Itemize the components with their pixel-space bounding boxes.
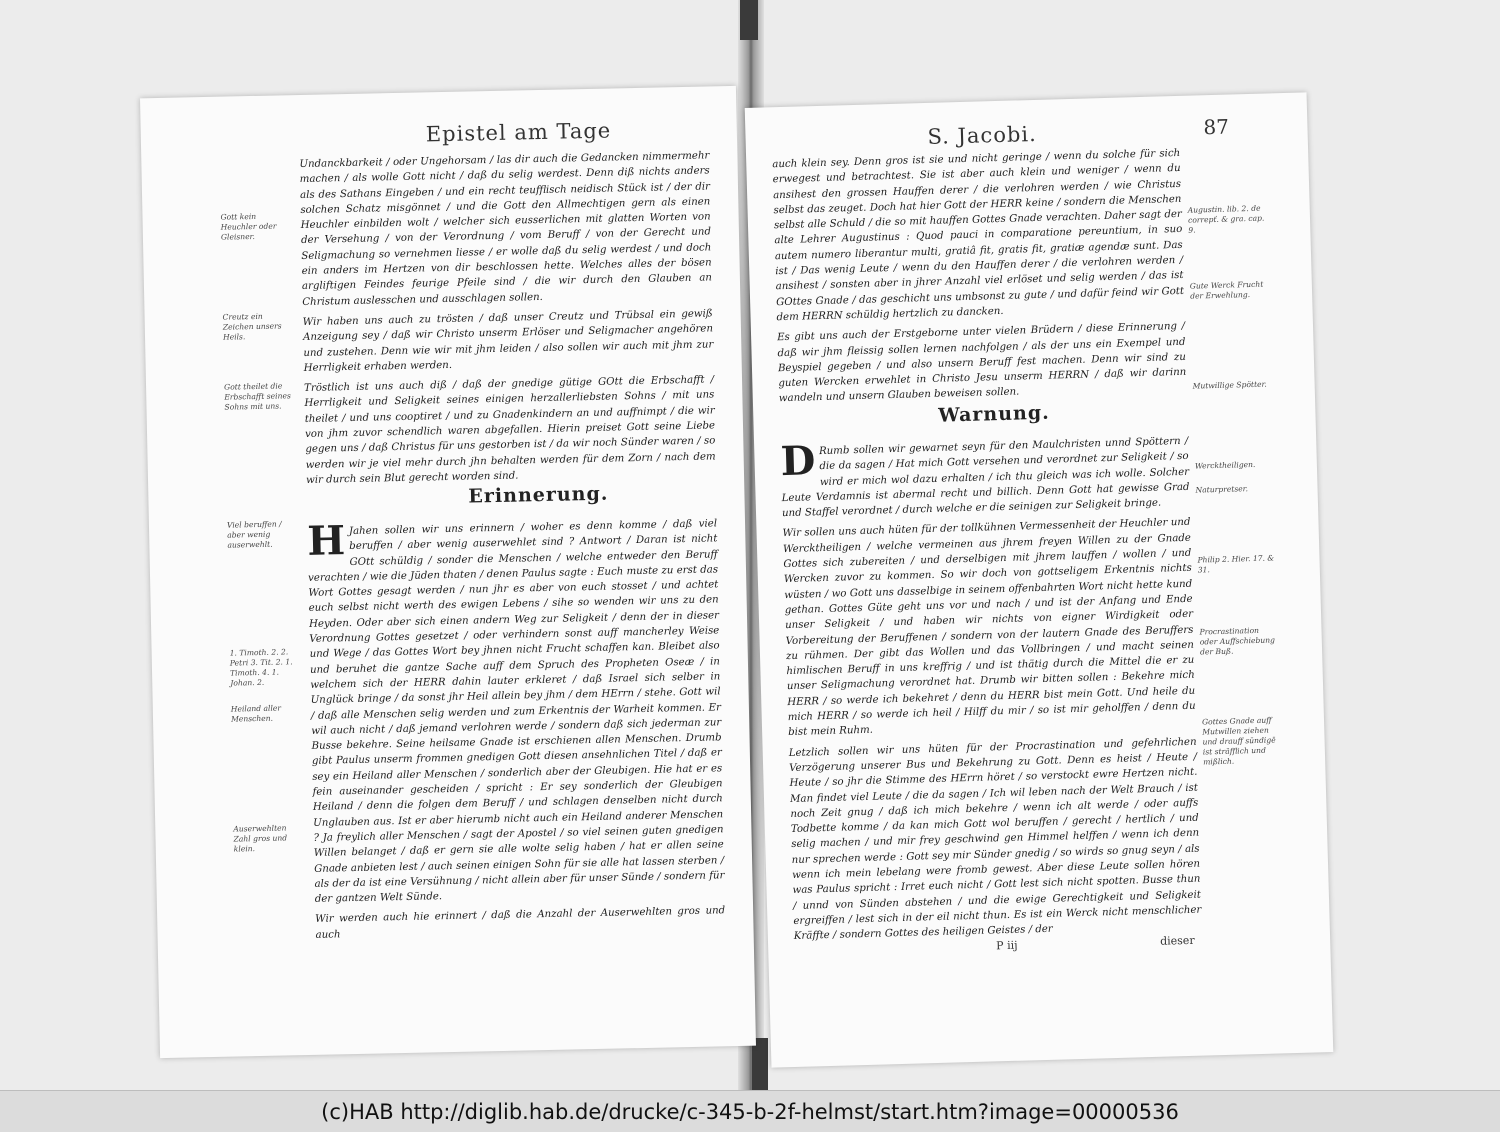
right-margin-note: Philip 2. Hier. 17. & 31. xyxy=(1197,553,1275,575)
right-margin-note: Mutwillige Spötter. xyxy=(1192,379,1267,391)
left-body-text xyxy=(299,148,716,493)
paragraph: Wir werden auch hie erinnert / daß die Anzahl der Auserwehlten gros und auch xyxy=(315,905,726,941)
left-margin-note: Gott theilet die Erbschafft seines Sohns mit uns. xyxy=(223,381,291,412)
footer-url: (c)HAB http://diglib.hab.de/drucke/c-345-b-2f-helmst/start.htm?image=00000536 xyxy=(321,1099,1179,1124)
paragraph-text: Rumb sollen wir gewarnet seyn für den Maulchristen unnd Spöttern / die da sagen / Hat mich Gott versehen und verordnet zur Seligkeit / so wird er mich wol dazu erhalten / ich thu gleich was ich wolle. Solcher Leute Verdamnis ist abermal recht und billich. Denn Gott hat gewisse Grad und Staffel verordnet / durch welche er die seinigen zur Seligkeit bringe. xyxy=(781,435,1190,520)
left-page xyxy=(140,86,756,1058)
paragraph: Wir sollen uns auch hüten für der tollkühnen Vermessenheit der Heuchler und Wercktheiligen / welche vermeinen aus jhrem freyen Willen zu der Gnade Gottes sich zubereiten / und derselbigen mit jhrem lauffen / wollen / und Wercken zuvor zu kommen. So wir doch von gottseligem Erkentnis nichts wüsten / wo Gott uns dasselbige in seinem offenbahrten Wort nicht hette kund gethan. Gottes Güte geht uns vor und nach / und ist der Anfang und Ende unser Seligkeit / und haben wir nichts von eigner Wirdigkeit oder Vorbereitung der Beruffenen / sondern von der lautern Gnade des Beruffers zu rühmen. Der gibt das Wollen und das Vollbringen / und macht seinen himlischen Beruff in uns kreffrig / und ist thätig durch die Mittel die er zu unser Seligmachung verordnet hat. Drumb wir bitten sollen : Bekehre mich HERR / so werde ich bekehret / denn du HERR bist mein Gott. Und heile du mich HERR / so werde ich heil / Hilff du mir / so ist mir geholffen / denn du bist mein Ruhm. xyxy=(782,517,1196,739)
right-section-title: Warnung. xyxy=(938,401,1050,427)
right-margin-note: Gottes Gnade auff Mutwillen ziehen und drauff sündigē ist sträfflich und mißlich. xyxy=(1201,715,1276,767)
left-marginalia xyxy=(220,211,306,864)
paragraph: Tröstlich ist uns auch diß / daß der gnedige gütige GOtt die Erbschafft / Herrligkeit und Seligkeit seines einigen herzallerliebsten Sohns / mit uns theilet / und uns cooptiret / und zu Gnadenkindern an und auffnimpt / die wir von jhm zuvor schendlich waren abgefallen. Hierin preiset Gott seine Liebe gegen uns / daß Christus für uns gestorben ist / da wir noch Sünder waren / so werden wir je viel mehr durch jhn behalten werden für dem Zorn / nach dem wir durch sein Blut gerecht worden sind. xyxy=(304,374,716,486)
left-running-head: Epistel am Tage xyxy=(425,118,612,147)
right-margin-note: Augustin. lib. 2. de correpť. & gra. cap. 9. xyxy=(1187,203,1265,235)
left-margin-note: Viel beruffen / aber wenig auserwehlt. xyxy=(226,519,282,550)
left-body-text-2 xyxy=(307,516,726,948)
right-body-text xyxy=(772,146,1187,412)
paragraph-text: Jahen sollen wir uns erinnern / woher es denn komme / daß viel beruffen / aber wenig auserwehlet sind ? Antwort / Daran ist nicht GOtt schüldig / sonder die Menschen / welche entweder den Beruff verachten / wie die Jüden thaten / denen Paulus sagte : Euch muste zu erst das Wort Gottes gesagt werden / nun jhr es aber von euch stosset / und achtet euch selbst nicht werth des ewigen Lebens / sihe so wenden wir uns zu den Heyden. Oder aber sich einen andern Weg zur Seligkeit / denn der in dieser Verordnung Gottes gesetzet / oder verhindern sonst auff mancherley Weise und Wege / das Gottes Wort bey jhnen nicht Frucht schaffen kan. Bleibet also und beruhet die gantze Sache auff dem Spruch des Propheten Oseæ / in welchem sich der HERR dahin lauter erkleret / daß Israel sich selber in Unglück bringe / da sonst jhr Heil allein bey jhm / dem HErrn / stehe. Gott wil / daß alle Menschen selig werden und zum Erkentnis der Warheit kommen. Er wil auch nicht / daß jemand verlohren werde / sondern daß sich jederman zur Busse bekehre. Seine heilsame Gnade ist erschienen allen Menschen. Drumb gibt Paulus unserm frommen gnedigen Gott diesen ansehnlichen Titel / daß er sey ein Heiland aller Menschen / sonderlich aber der Gleubigen. Hie hat er es fein auseinander gescheiden / spricht : Er sey sonderlich der Gleubigen Heiland / denn die folgen dem Beruff / und schlagen denselben nicht durch Unglauben aus. Ist er aber hierumb nicht auch ein Heiland anderer Menschen ? Ja freylich aller Menschen / sagt der Apostel / so viel seinen guten gnedigen Willen belanget / daß er gern sie alle wolte selig haben / hat er allen seine Gnade anbieten lest / auch seinen einigen Sohn für sie alle hat lassen sterben / als der da ist eine Versühnung / nicht allein aber für unser Sünde / sondern für der gantzen Welt Sünde. xyxy=(307,518,725,905)
right-running-head: S. Jacobi. xyxy=(927,121,1038,149)
drop-cap: H xyxy=(306,517,346,565)
paragraph xyxy=(780,434,1190,522)
catchword: dieser xyxy=(1159,933,1195,948)
right-margin-note: Procrastination oder Auffschiebung der Buß. xyxy=(1199,625,1276,657)
right-margin-note: Gute Werck Frucht der Erwehlung. xyxy=(1189,279,1264,301)
left-margin-note: Gott kein Heuchler oder Gleisner. xyxy=(220,211,277,242)
footer-bar xyxy=(0,1090,1500,1132)
clip-top xyxy=(740,0,758,40)
right-margin-note: Naturpretser. xyxy=(1195,484,1249,495)
paragraph: Letzlich sollen wir uns hüten für der Procrastination und gefehrlichen Verzögerung unserer Bus und Bekehrung zu Gott. Denn es heist / Heute / Heute / so jhr die Stimme des HErrn höret / so verstockt ewre Hertzen nicht. Man findet viel Leute / die da sagen / Ich wil leben nach der Welt Brauch / ist noch Zeit gnug / daß ich mich bekehre / wenn ich alt werde / oder auffs Todbette komme / da kan mich Gott wol beruffen / gerecht / hertlich / und selig machen / und mir frey geschwind gen Himmel helffen / wenn ich denn nur sprechen werde : Gott sey mir Sünder gnedig / so wirds so gnug seyn / als wenn ich mein lebelang were fromb gewest. Aber diese Leute sollen hören was Paulus spricht : Irret euch nicht / Gott lest sich nicht spotten. Busse thun / unnd von Sünden abstehen / und die ewige Gerechtigkeit und Seligkeit ergreiffen / lest sich in der eil nicht thun. Es ist ein Werck nicht menschlicher Kräffte / sondern Gottes des heiligen Geistes / der xyxy=(788,736,1202,943)
right-marginalia xyxy=(1188,204,1282,778)
paragraph: auch klein sey. Denn gros ist sie und nicht geringe / wenn du solche für sich erwegest und betrachtest. Sie ist aber auch klein und weniger / wenn du ansihest den grossen Hauffen derer / die verlohren werden / wie Christus selbst das zeuget. Doch hat hier Gott der HERR keine / sondern die Menschen selbst alle Schuld / die so mit hauffen Gottes Gnade verachten. Daher sagt der alte Lehrer Augustinus : Quod pauci in comparatione pereuntium, in suo autem numero liberantur multi, gratiâ fit, gratis fit, gratiæ agendæ sunt. Das ist / Das wenig Leute / wenn du den Hauffen derer / die verlohren werden / ansihest / sonsten aber in jhrer Anzahl viel erlöset und selig werden / das ist GOttes Gnade / das geschicht uns umbsonst zu gute / und dafür feind wir Gott dem HERRN schüldig hertzlich zu dancken. xyxy=(772,147,1185,324)
left-margin-note: 1. Timoth. 2. 2. Petri 3. Tit. 2. 1. Timoth. 4. 1. Johan. 2. xyxy=(229,647,293,688)
right-body-text-2 xyxy=(780,434,1202,950)
left-section-title: Erinnerung. xyxy=(468,482,609,508)
paragraph: Es gibt uns auch der Erstgeborne unter vielen Brüdern / diese Erinnerung / daß wir jhm fleissig sollen lernen nachfolgen / als der uns ein Exempel und Beyspiel gegeben / und also unsern Beruff fest machen. Denn wir sind zu guten Wercken erwehlet in Christo Jesu unserm HERRN / daß wir darinn wandeln und unsern Glauben beweisen sollen. xyxy=(776,321,1187,405)
signature-mark: P iij xyxy=(996,938,1018,953)
page-number: 87 xyxy=(1203,114,1230,140)
paragraph xyxy=(307,516,725,907)
paragraph: Undanckbarkeit / oder Ungehorsam / las dir auch die Gedancken nimmermehr machen / als wolle Gott nicht / daß du selig werdest. Denn diß nichts anders als des Sathans Eingeben / und ein recht teufflisch neidisch Stück ist / der dir solchen Schatz misgönnet / und die Gott den Allmechtigen gern als einen Heuchler einbilden wolt / welcher sich eusserlichen mit glatten Worten von der Versehung / von der Verordnung / vom Beruff / von der Gerecht und Seligmachung so vernehmen liesse / er wolle daß du selig werdest / und doch ein anders im Hertzen von dir beschlossen hette. Welches alles der bösen argliftigen Feindes feurige Pfeile sind / die wir durch den Glauben an Christum auslesschen und ausschlagen sollen. xyxy=(299,150,713,308)
right-page xyxy=(745,92,1334,1067)
clip-bottom xyxy=(752,1038,768,1090)
left-margin-note: Auserwehlten Zahl gros und klein. xyxy=(233,823,288,854)
drop-cap: D xyxy=(779,437,816,486)
left-margin-note: Heiland aller Menschen. xyxy=(230,703,282,724)
right-margin-note: Wercktheiligen. xyxy=(1194,459,1256,471)
paragraph: Wir haben uns auch zu trösten / daß unser Creutz und Trübsal ein gewiß Anzeigung sey / daß wir Christo unserm Erlöser und Seligmacher angehören und zustehen. Denn wie wir mit jhm leiden / also sollen wir auch mit jhm zur Herrligkeit erhaben werden. xyxy=(302,308,714,374)
left-margin-note: Creutz ein Zeichen unsers Heils. xyxy=(222,311,282,342)
